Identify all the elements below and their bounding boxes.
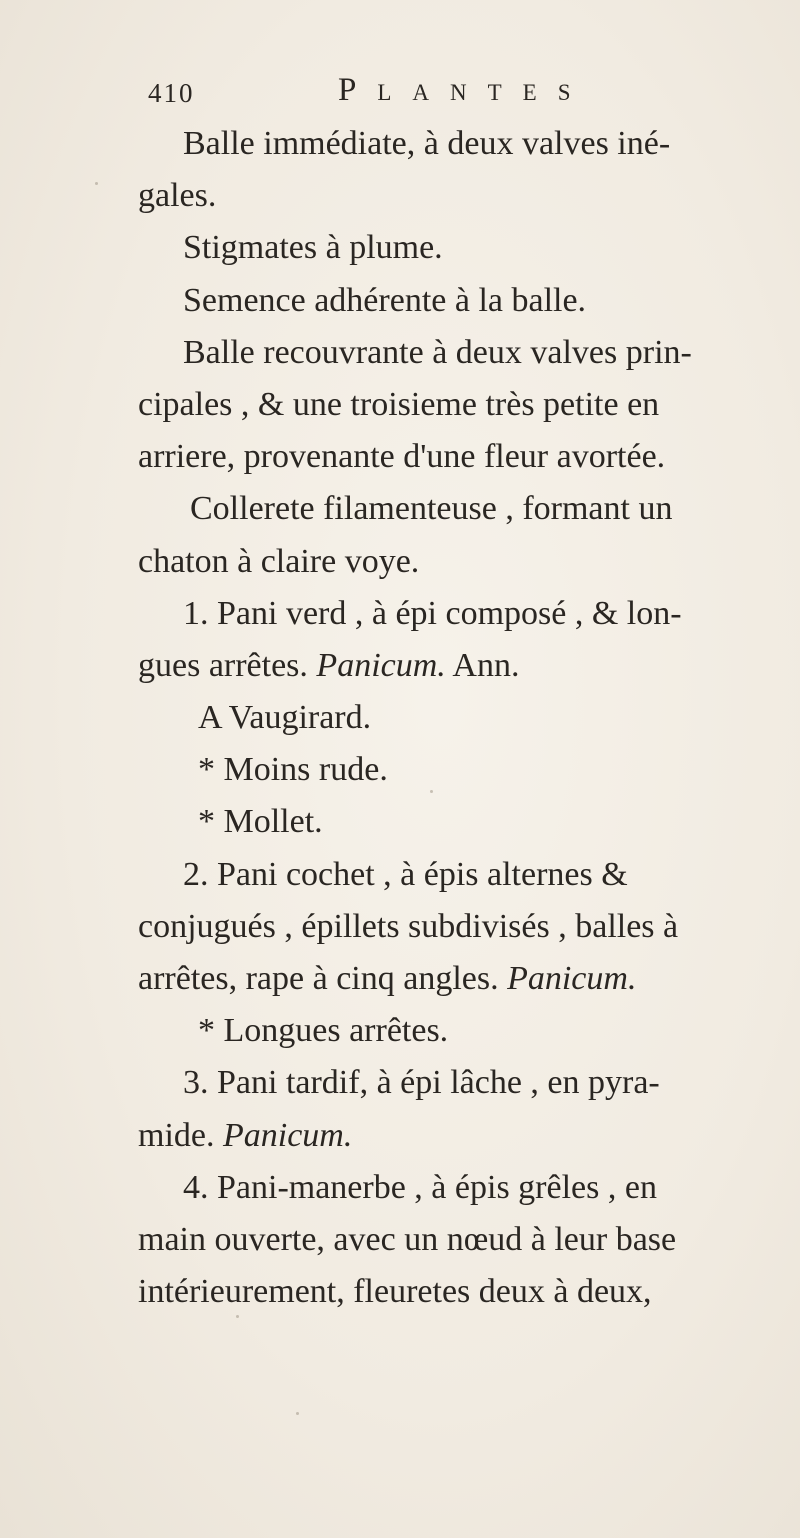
page-number: 410 [148, 78, 195, 108]
text-line: arrêtes, rape à cinq angles. Panicum. [138, 960, 637, 997]
paper-speck [95, 182, 98, 185]
text-line: main ouverte, avec un nœud à leur base [138, 1220, 677, 1258]
text-line: 2. Pani cochet , à épis alternes & [183, 855, 628, 893]
genus-name: Panicum. [507, 960, 637, 997]
text-line: chaton à claire voye. [138, 542, 420, 580]
text-line: cipales , & une troisieme très petite en [138, 385, 660, 423]
text-line: * Longues arrêtes. [198, 1012, 449, 1050]
paper-speck [236, 1315, 239, 1318]
page-header [148, 72, 708, 112]
text-line: Balle immédiate, à deux valves iné- [183, 125, 671, 162]
text-line: conjugués , épillets subdivisés , balles à [138, 907, 679, 945]
text-line: A Vaugirard. [198, 699, 372, 737]
running-head: Plantes [338, 72, 592, 108]
genus-name: Panicum. [316, 646, 446, 684]
text-line: gues arrêtes. Panicum. Ann. [138, 646, 520, 684]
text-line: * Moins rude. [198, 751, 388, 789]
text-line: 3. Pani tardif, à épi lâche , en pyra- [183, 1064, 660, 1102]
paper-speck [430, 790, 433, 793]
text-line: intérieurement, fleuretes deux à deux, [138, 1273, 652, 1311]
text-line: Semence adhérente à la balle. [183, 281, 587, 319]
text-line: Stigmates à plume. [183, 229, 443, 267]
text-line: 4. Pani-manerbe , à épis grêles , en [183, 1168, 657, 1206]
text-line: mide. Panicum. [138, 1116, 353, 1154]
text-line: Balle recouvrante à deux valves prin- [183, 333, 692, 371]
text-line: gales. [138, 177, 217, 215]
body-text [138, 118, 778, 1318]
genus-name: Panicum. [222, 1116, 353, 1154]
paper-speck [296, 1412, 299, 1415]
text-line: arriere, provenante d'une fleur avortée. [138, 438, 666, 476]
text-line: * Mollet. [198, 803, 323, 841]
text-line: 1. Pani verd , à épi composé , & lon- [183, 594, 682, 632]
text-line: Collerete filamenteuse , formant un [190, 490, 673, 528]
